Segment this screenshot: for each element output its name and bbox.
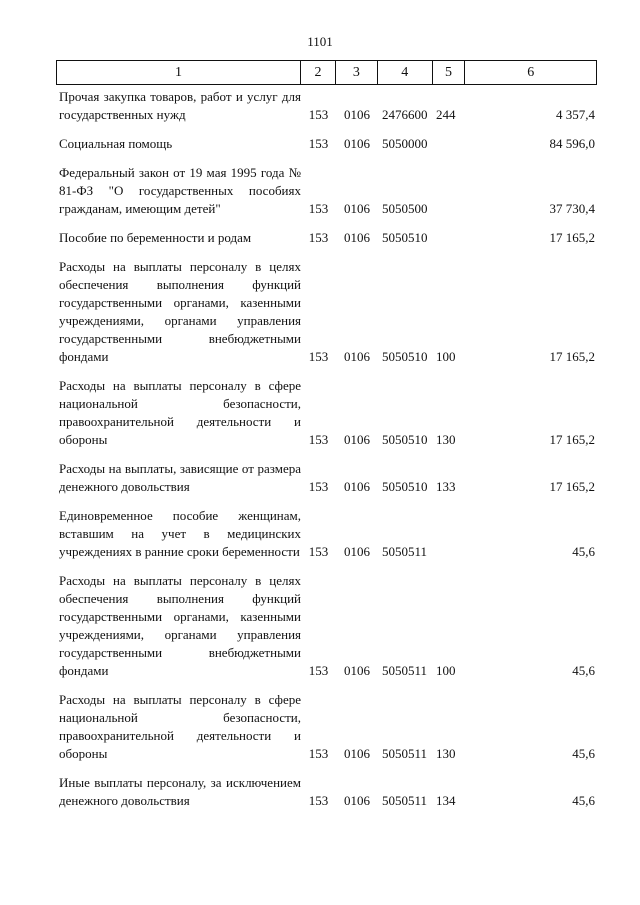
row-code-expense-type: 133 <box>436 479 456 494</box>
row-code-target: 5050511 <box>382 663 428 678</box>
row-amount: 17 165,2 <box>549 432 595 447</box>
row-code-target: 5050511 <box>382 746 428 761</box>
row-code-section: 0106 <box>344 746 370 761</box>
table-header <box>56 60 597 85</box>
row-description: Социальная помощь <box>59 136 173 151</box>
row-code-target: 2476600 <box>382 107 428 122</box>
table-row <box>56 229 597 247</box>
header-col-2: 2 <box>301 61 336 84</box>
row-code-expense-type: 100 <box>436 349 456 364</box>
page-number: 1101 <box>307 34 333 49</box>
table-row <box>56 774 597 810</box>
row-code-target: 5050510 <box>382 349 428 364</box>
row-code-target: 5050511 <box>382 793 428 808</box>
row-amount: 84 596,0 <box>549 136 595 151</box>
row-description: Расходы на выплаты персоналу в целях обеспечения выполнения функций государственными органами, казенными учреждениями, органами управления государственными внебюджетными фондами <box>59 573 301 678</box>
table-row <box>56 691 597 763</box>
row-description: Пособие по беременности и родам <box>59 230 252 245</box>
row-code-target: 5050000 <box>382 136 428 151</box>
row-code-section: 0106 <box>344 107 370 122</box>
table-row <box>56 460 597 496</box>
row-amount: 17 165,2 <box>549 349 595 364</box>
table-row <box>56 135 597 153</box>
row-description: Расходы на выплаты персоналу в целях обеспечения выполнения функций государственными органами, казенными учреждениями, органами управления государственными внебюджетными фондами <box>59 259 301 364</box>
row-code-chapter: 153 <box>308 136 329 151</box>
row-code-section: 0106 <box>344 793 370 808</box>
table-row <box>56 377 597 449</box>
row-amount: 17 165,2 <box>549 479 595 494</box>
row-code-section: 0106 <box>344 663 370 678</box>
row-description: Федеральный закон от 19 мая 1995 года № 81-ФЗ "О государственных пособиях гражданам, имеющим детей" <box>59 165 301 216</box>
table-row <box>56 164 597 218</box>
row-description: Прочая закупка товаров, работ и услуг для государственных нужд <box>59 89 301 122</box>
row-description: Расходы на выплаты персоналу в сфере национальной безопасности, правоохранительной деятельности и обороны <box>59 378 301 447</box>
row-code-target: 5050500 <box>382 201 428 216</box>
row-code-chapter: 153 <box>308 201 329 216</box>
header-col-1: 1 <box>57 61 301 84</box>
row-code-chapter: 153 <box>308 479 329 494</box>
row-code-chapter: 153 <box>308 230 329 245</box>
row-code-expense-type: 244 <box>436 107 456 122</box>
row-code-expense-type: 100 <box>436 663 456 678</box>
row-description: Иные выплаты персоналу, за исключением денежного довольствия <box>59 775 301 808</box>
row-code-chapter: 153 <box>308 746 329 761</box>
table-row <box>56 507 597 561</box>
row-code-section: 0106 <box>344 230 370 245</box>
row-code-chapter: 153 <box>308 793 329 808</box>
row-code-section: 0106 <box>344 136 370 151</box>
table-body <box>56 88 597 821</box>
header-col-3: 3 <box>336 61 378 84</box>
row-code-expense-type: 130 <box>436 432 456 447</box>
row-code-target: 5050510 <box>382 479 428 494</box>
row-code-section: 0106 <box>344 349 370 364</box>
row-amount: 45,6 <box>572 663 595 678</box>
row-code-chapter: 153 <box>308 663 329 678</box>
header-col-4: 4 <box>378 61 433 84</box>
row-code-expense-type: 130 <box>436 746 456 761</box>
row-amount: 45,6 <box>572 746 595 761</box>
row-code-section: 0106 <box>344 479 370 494</box>
table-row <box>56 88 597 124</box>
row-amount: 45,6 <box>572 544 595 559</box>
row-code-target: 5050510 <box>382 230 428 245</box>
row-amount: 17 165,2 <box>549 230 595 245</box>
row-code-section: 0106 <box>344 432 370 447</box>
row-code-target: 5050511 <box>382 544 428 559</box>
table-row <box>56 572 597 680</box>
row-code-section: 0106 <box>344 201 370 216</box>
row-amount: 45,6 <box>572 793 595 808</box>
row-description: Расходы на выплаты, зависящие от размера денежного довольствия <box>59 461 301 494</box>
row-code-chapter: 153 <box>308 432 329 447</box>
row-code-expense-type: 134 <box>436 793 456 808</box>
row-description: Расходы на выплаты персоналу в сфере национальной безопасности, правоохранительной деятельности и обороны <box>59 692 301 761</box>
row-code-section: 0106 <box>344 544 370 559</box>
row-code-chapter: 153 <box>308 544 329 559</box>
table-row <box>56 258 597 366</box>
row-amount: 4 357,4 <box>556 107 595 122</box>
header-col-5: 5 <box>433 61 466 84</box>
row-code-chapter: 153 <box>308 107 329 122</box>
row-code-chapter: 153 <box>308 349 329 364</box>
row-code-target: 5050510 <box>382 432 428 447</box>
row-description: Единовременное пособие женщинам, вставшим на учет в медицинских учреждениях в ранние сроки беременности <box>59 508 301 559</box>
row-amount: 37 730,4 <box>549 201 595 216</box>
header-col-6: 6 <box>527 64 535 80</box>
